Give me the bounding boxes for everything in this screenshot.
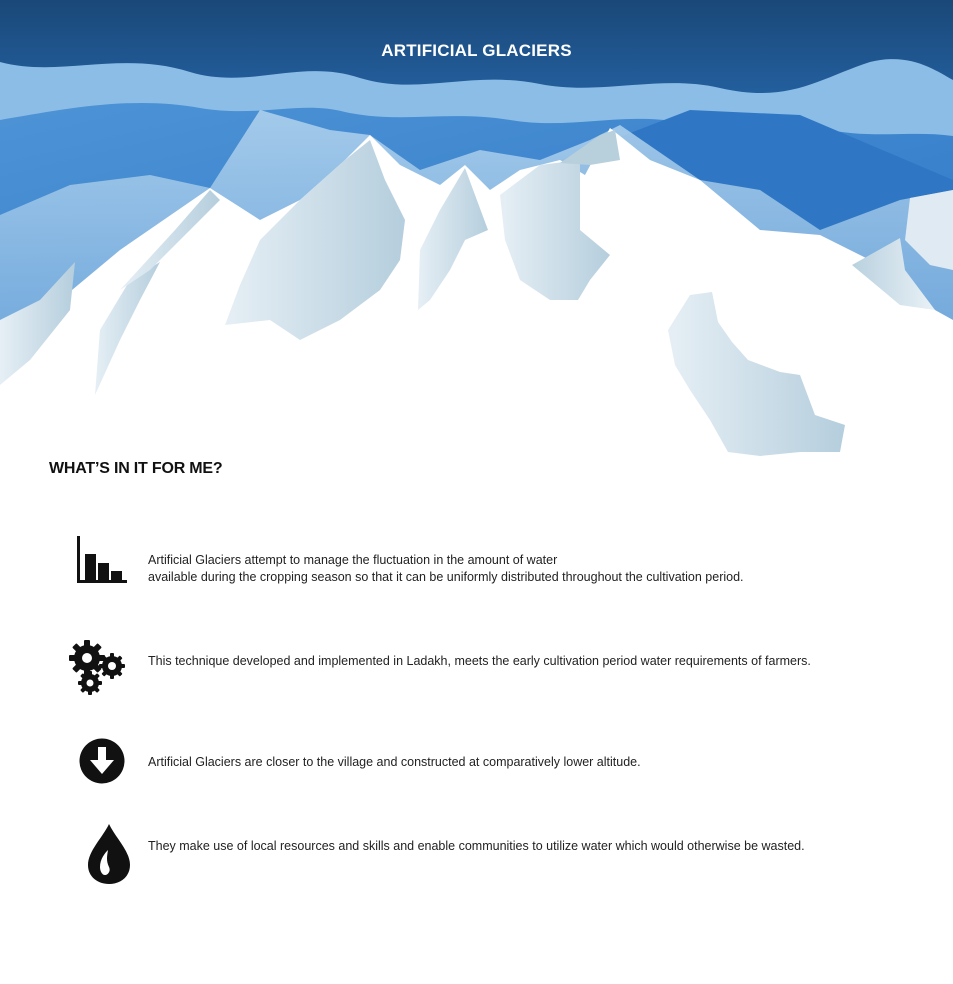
bar-chart-icon — [77, 536, 127, 589]
benefit-line: Artificial Glaciers are closer to the village and constructed at comparatively lower altitude. — [148, 755, 641, 769]
benefit-line: This technique developed and implemented in Ladakh, meets the early cultivation period water requirements of farmers. — [148, 654, 811, 668]
arrow-down-circle-icon — [79, 738, 125, 789]
water-drop-icon — [88, 823, 130, 890]
benefit-text — [148, 754, 641, 771]
mountain-illustration — [0, 0, 953, 470]
benefit-text — [148, 653, 811, 670]
gears-icon — [68, 637, 128, 700]
benefit-line: Artificial Glaciers attempt to manage the fluctuation in the amount of water — [148, 553, 558, 567]
benefit-text — [148, 552, 744, 586]
benefit-text — [148, 838, 805, 855]
hero-banner — [0, 0, 953, 470]
benefit-line: They make use of local resources and skills and enable communities to utilize water which would otherwise be wasted. — [148, 839, 805, 853]
benefit-line: available during the cropping season so that it can be uniformly distributed throughout the cultivation period. — [148, 570, 744, 584]
section-heading: WHAT’S IN IT FOR ME? — [49, 460, 223, 477]
page-title: ARTIFICIAL GLACIERS — [381, 41, 572, 60]
